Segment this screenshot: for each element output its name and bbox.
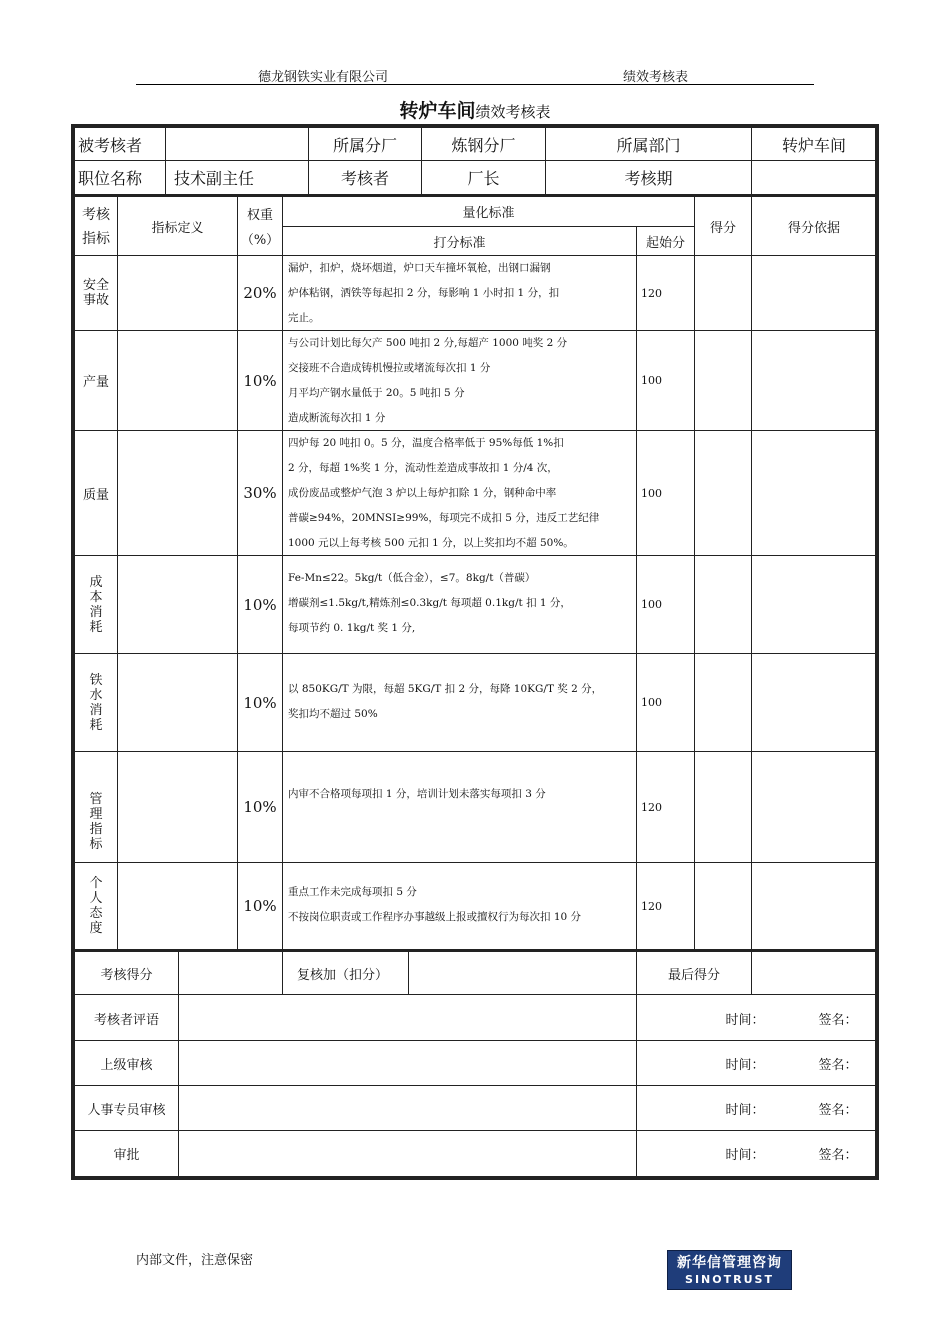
approval-time-label: 时间： bbox=[725, 1012, 765, 1028]
indicator-weight: 20% bbox=[243, 284, 277, 302]
logo-cn-text: 新华信管理咨询 bbox=[677, 1255, 782, 1271]
scoring-line: 1000 元以上每考核 500 元扣 1 分，以上奖扣均不超 50%。 bbox=[288, 537, 574, 549]
indicator-name-text: 个人态度 bbox=[89, 876, 103, 936]
score-cell[interactable] bbox=[695, 556, 751, 653]
scoring-line: 以 850KG/T 为限，每超 5KG/T 扣 2 分，每降 10KG/T 奖 2 分， bbox=[288, 683, 603, 695]
col-header-base: 起始分 bbox=[645, 235, 685, 251]
scoring-line: 月平均产钢水量低于 20。5 吨扣 5 分 bbox=[288, 387, 465, 399]
scoring-line: 交接班不合造成铸机慢拉或堵流每次扣 1 分 bbox=[288, 362, 491, 374]
col-header-weight-line2: （%） bbox=[240, 233, 280, 248]
col-header-definition: 指标定义 bbox=[151, 220, 204, 236]
indicator-definition[interactable] bbox=[118, 331, 237, 430]
scoring-line: 奖扣均不超过 50% bbox=[288, 708, 378, 720]
indicator-name: 产量 bbox=[82, 375, 109, 390]
scoring-standard bbox=[288, 880, 633, 930]
total-score-label: 考核得分 bbox=[100, 967, 153, 983]
indicator-weight: 10% bbox=[243, 693, 277, 712]
score-basis-cell[interactable] bbox=[752, 654, 876, 751]
approval-label: 审批 bbox=[113, 1148, 140, 1163]
position-label: 职位名称 bbox=[78, 169, 143, 188]
indicator-name-text: 铁水消耗 bbox=[89, 672, 103, 733]
assessee-value[interactable] bbox=[166, 128, 308, 160]
indicator-weight: 10% bbox=[243, 798, 277, 816]
scoring-line: 造成断流每次扣 1 分 bbox=[288, 412, 386, 424]
indicator-name bbox=[75, 654, 117, 751]
title-main: 转炉车间 bbox=[399, 100, 476, 122]
scoring-standard bbox=[288, 331, 633, 431]
base-score: 120 bbox=[641, 800, 662, 814]
score-cell[interactable] bbox=[695, 752, 751, 862]
base-score: 100 bbox=[641, 374, 662, 387]
scoring-standard bbox=[288, 431, 633, 556]
scoring-line: Fe-Mn≤22。5kg/t（低合金），≤7。8kg/t（普碳） bbox=[288, 572, 536, 584]
branch-value[interactable]: 炼钢分厂 bbox=[451, 135, 516, 155]
period-label: 考核期 bbox=[624, 169, 673, 188]
indicator-weight: 30% bbox=[243, 484, 277, 502]
department-label: 所属部门 bbox=[616, 135, 681, 155]
base-score: 100 bbox=[641, 598, 662, 611]
indicator-definition[interactable] bbox=[118, 431, 237, 555]
scoring-line: 完止。 bbox=[288, 312, 320, 324]
grid-col-line bbox=[282, 196, 283, 950]
indicator-definition[interactable] bbox=[118, 556, 237, 653]
base-score: 120 bbox=[641, 286, 662, 300]
scoring-line: 四炉每 20 吨扣 0。5 分，温度合格率低于 95%每低 1%扣 bbox=[288, 437, 564, 449]
approval-sign-label: 签名： bbox=[818, 1057, 858, 1073]
header-rule bbox=[136, 84, 814, 85]
score-basis-cell[interactable] bbox=[752, 331, 876, 430]
col-header-scoring: 打分标准 bbox=[433, 235, 486, 251]
score-cell[interactable] bbox=[695, 331, 751, 430]
approval-comment-field[interactable] bbox=[179, 1086, 636, 1130]
company-name: 德龙钢铁实业有限公司 bbox=[258, 70, 389, 85]
title-rest: 绩效考核表 bbox=[475, 103, 551, 121]
col-header-basis: 得分依据 bbox=[787, 220, 840, 236]
score-cell[interactable] bbox=[695, 431, 751, 555]
base-score: 100 bbox=[641, 696, 662, 709]
indicator-name: 质量 bbox=[82, 487, 109, 503]
approval-sign-label: 签名： bbox=[818, 1012, 858, 1028]
final-score-value[interactable] bbox=[752, 952, 876, 994]
period-value[interactable] bbox=[752, 161, 876, 194]
branch-label: 所属分厂 bbox=[332, 135, 397, 155]
score-cell[interactable] bbox=[695, 863, 751, 949]
scoring-line: 增碳剂≤1.5kg/t,精炼剂≤0.3kg/t 每项超 0.1kg/t 扣 1 分， bbox=[288, 597, 571, 609]
total-score-value[interactable] bbox=[179, 952, 282, 994]
indicator-name bbox=[75, 256, 117, 330]
summary-bottom-line bbox=[74, 994, 876, 995]
approval-time-label: 时间： bbox=[725, 1102, 765, 1118]
page-title bbox=[0, 96, 950, 123]
scoring-line: 成份废品或整炉气泡 3 炉以上每炉扣除 1 分，钢种命中率 bbox=[288, 487, 557, 499]
sinotrust-logo bbox=[667, 1250, 792, 1290]
score-basis-cell[interactable] bbox=[752, 863, 876, 949]
score-basis-cell[interactable] bbox=[752, 556, 876, 653]
indicator-definition[interactable] bbox=[118, 654, 237, 751]
indicator-definition[interactable] bbox=[118, 256, 237, 330]
department-value[interactable]: 转炉车间 bbox=[781, 135, 846, 155]
indicator-definition[interactable] bbox=[118, 752, 237, 862]
assessee-label: 被考核者 bbox=[78, 135, 143, 155]
indicator-name-text: 成本消耗 bbox=[89, 574, 103, 635]
scoring-line: 普碳≥94%，20MNSI≥99%，每项完不成扣 5 分，违反工艺纪律 bbox=[288, 512, 600, 524]
base-score: 120 bbox=[641, 899, 662, 913]
col-header-quant: 量化标准 bbox=[462, 206, 515, 221]
base-score: 100 bbox=[641, 486, 662, 500]
approval-label: 上级审核 bbox=[100, 1057, 153, 1073]
col-header-weight bbox=[238, 197, 282, 255]
approval-label: 考核者评语 bbox=[93, 1012, 159, 1028]
col-header-indicator-line1: 考核 bbox=[82, 207, 110, 223]
scoring-standard bbox=[288, 677, 633, 727]
scoring-line: 内审不合格项每项扣 1 分，培训计划未落实每项扣 3 分 bbox=[288, 788, 546, 800]
scoring-line: 不按岗位职责或工作程序办事越级上报或擅权行为每次扣 10 分 bbox=[288, 911, 582, 923]
confidential-note: 内部文件，注意保密 bbox=[136, 1253, 254, 1268]
approval-sign-label: 签名： bbox=[818, 1102, 858, 1118]
scoring-line: 漏炉，扣炉，烧坏烟道，炉口天车撞坏氧枪，出钢口漏钢 bbox=[288, 262, 551, 274]
indicator-definition[interactable] bbox=[118, 863, 237, 949]
indicator-weight: 10% bbox=[243, 371, 277, 390]
scoring-line: 与公司计划比每欠产 500 吨扣 2 分,每超产 1000 吨奖 2 分 bbox=[288, 337, 568, 349]
col-header-indicator-line2: 指标 bbox=[82, 231, 110, 247]
approval-comment-field[interactable] bbox=[179, 1131, 636, 1176]
review-adjust-value[interactable] bbox=[409, 952, 636, 994]
scoring-line: 炉体粘钢，洒铁等每起扣 2 分，每影响 1 小时扣 1 分，扣 bbox=[288, 287, 560, 299]
review-adjust-label: 复核加（扣分） bbox=[297, 967, 389, 983]
indicator-name bbox=[75, 556, 117, 653]
logo-en-text: SINOTRUST bbox=[685, 1273, 774, 1286]
approval-comment-field[interactable] bbox=[179, 1041, 636, 1085]
approval-col-line bbox=[636, 995, 637, 1177]
indicator-name bbox=[75, 863, 117, 949]
score-basis-cell[interactable] bbox=[752, 752, 876, 862]
final-score-label: 最后得分 bbox=[667, 967, 720, 983]
approval-time-label: 时间： bbox=[725, 1057, 765, 1073]
approval-time-label: 时间： bbox=[725, 1148, 765, 1163]
score-cell[interactable] bbox=[695, 256, 751, 330]
scoring-line: 重点工作未完成每项扣 5 分 bbox=[288, 886, 417, 898]
indicator-weight: 10% bbox=[243, 897, 277, 915]
approval-sign-label: 签名： bbox=[818, 1148, 858, 1163]
scoring-line: 每项节约 0. 1kg/t 奖 1 分, bbox=[288, 622, 416, 634]
indicator-name bbox=[75, 752, 117, 862]
assessor-label: 考核者 bbox=[340, 169, 389, 188]
indicator-name-text: 安全事故 bbox=[82, 278, 109, 308]
approval-label: 人事专员审核 bbox=[87, 1102, 166, 1118]
assessor-value[interactable]: 厂长 bbox=[467, 169, 500, 188]
indicator-weight: 10% bbox=[243, 595, 277, 614]
scoring-standard bbox=[288, 782, 633, 807]
score-cell[interactable] bbox=[695, 654, 751, 751]
approval-comment-field[interactable] bbox=[179, 996, 636, 1040]
col-header-score: 得分 bbox=[709, 220, 736, 236]
col-header-weight-line1: 权重 bbox=[246, 208, 273, 223]
indicator-name-text: 管理指标 bbox=[89, 792, 103, 852]
scoring-line: 2 分，每超 1%奖 1 分，流动性差造成事故扣 1 分/4 次， bbox=[288, 462, 558, 474]
score-basis-cell[interactable] bbox=[752, 431, 876, 555]
form-name: 绩效考核表 bbox=[623, 70, 689, 85]
position-value[interactable]: 技术副主任 bbox=[174, 169, 255, 188]
score-basis-cell[interactable] bbox=[752, 256, 876, 330]
scoring-standard bbox=[288, 256, 633, 331]
scoring-standard bbox=[288, 566, 633, 641]
col-header-indicator bbox=[75, 197, 117, 255]
